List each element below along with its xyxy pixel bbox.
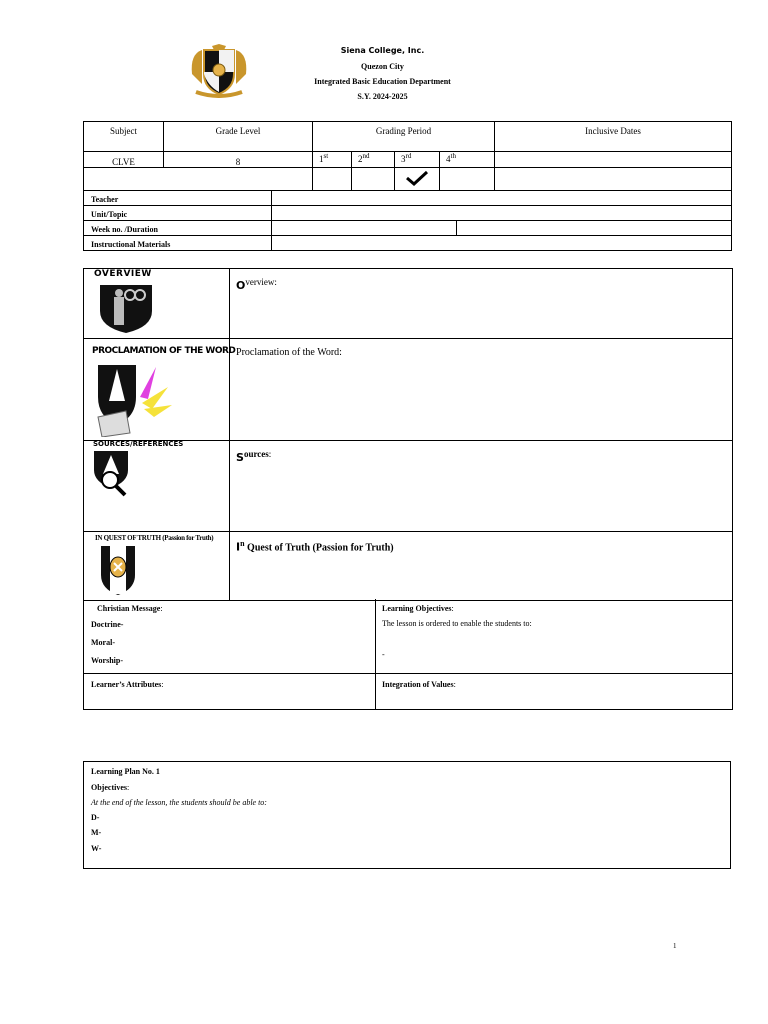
christian-message-label: Christian Message: (97, 604, 163, 613)
materials-value[interactable] (272, 236, 732, 251)
school-year: S.Y. 2024-2025 (357, 92, 408, 101)
school-name: Siena College, Inc. (340, 46, 425, 55)
period-3rd: 3rd (395, 152, 440, 168)
plan-w: W- (91, 844, 102, 853)
teacher-value[interactable] (272, 191, 732, 206)
message-box (83, 599, 733, 710)
week-value[interactable] (272, 221, 457, 236)
dates-value (495, 152, 732, 168)
plan-m: M- (91, 828, 102, 837)
integration-values-label: Integration of Values: (382, 680, 456, 689)
page-number: 1 (673, 942, 677, 950)
learning-plan-box (83, 761, 731, 869)
learning-plan-title: Learning Plan No. 1 (91, 767, 160, 776)
teacher-label: Teacher (84, 191, 272, 206)
duration-value[interactable] (457, 221, 732, 236)
blank-cell (84, 168, 313, 191)
proclamation-banner: PROCLAMATION OF THE WORD (92, 346, 236, 356)
learning-objectives-label: Learning Objectives: (382, 604, 454, 613)
plan-intro: At the end of the lesson, the students should be able to: (91, 798, 267, 807)
subject-value: CLVE (84, 152, 164, 168)
doctrine-label: Doctrine- (91, 620, 124, 629)
sources-heading: $S^{ources:}$ (236, 449, 272, 464)
proclamation-heading: Proclamation of the Word: (236, 347, 342, 358)
learners-attributes-label: Learner’s Attributes: (91, 680, 164, 689)
quest-heading: $I^n$ Quest of Truth (Passion for Truth) (236, 539, 394, 554)
objectives-dash: - (382, 650, 385, 659)
quest-banner: IN QUEST OF TRUTH (Passion for Truth) (95, 534, 214, 542)
department-name: Integrated Basic Education Department (314, 77, 451, 86)
learning-objectives-text: The lesson is ordered to enable the students to: (382, 619, 532, 628)
period-4th: 4th (440, 152, 495, 168)
period-1st-box[interactable] (313, 168, 352, 191)
unit-topic-label: Unit/Topic (84, 206, 272, 221)
grade-label: Grade Level (164, 122, 313, 152)
period-2nd-box[interactable] (352, 168, 395, 191)
inclusive-dates-label: Inclusive Dates (495, 122, 732, 152)
teacher-table (83, 190, 732, 251)
sources-crest-icon (93, 450, 135, 500)
sections-box (83, 268, 733, 601)
overview-banner: OVERVIEW (94, 269, 152, 279)
period-3rd-box[interactable] (395, 168, 440, 191)
materials-label: Instructional Materials (84, 236, 272, 251)
school-city: Quezon City (361, 62, 404, 71)
sources-banner: SOURCES/REFERENCES (93, 440, 184, 448)
overview-heading: $O^{verview:}$ (236, 277, 277, 292)
unit-topic-value[interactable] (272, 206, 732, 221)
moral-label: Moral- (91, 638, 115, 647)
grading-period-label: Grading Period (313, 122, 495, 152)
period-1st: 1st (313, 152, 352, 168)
week-duration-label: Week no. /Duration (84, 221, 272, 236)
checkmark-icon (403, 168, 431, 188)
grade-value: 8 (164, 152, 313, 168)
subject-label: Subject (84, 122, 164, 152)
worship-label: Worship- (91, 656, 124, 665)
school-logo (188, 44, 250, 98)
plan-objectives-label: Objectives: (91, 783, 130, 792)
plan-d: D- (91, 813, 100, 822)
period-2nd: 2nd (352, 152, 395, 168)
period-4th-box[interactable] (440, 168, 495, 191)
overview-crest-icon (98, 283, 154, 335)
quest-crest-icon (100, 545, 136, 597)
dates-box[interactable] (495, 168, 732, 191)
info-table (83, 121, 732, 191)
proclamation-crest-icon (96, 357, 176, 437)
